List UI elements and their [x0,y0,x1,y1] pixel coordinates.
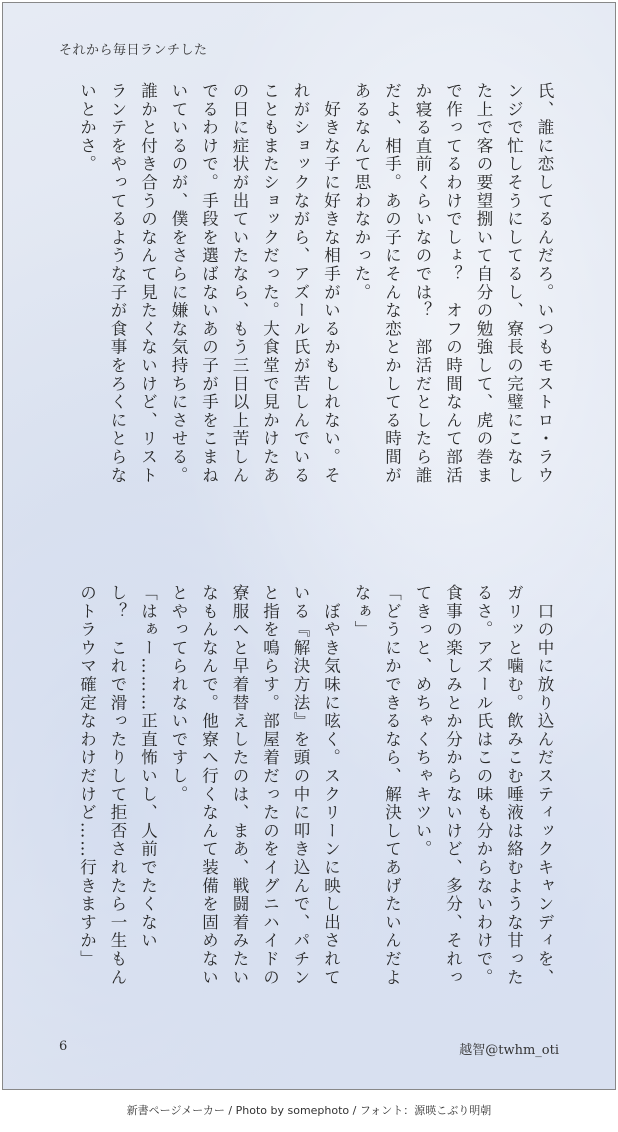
text-line: 好きな子に好きな相手がいるかもしれない。そ [321,82,341,485]
text-line: で作ってるわけでしょ？ オフの時間なんて部活 [443,82,463,485]
text-line: た上で客の要望捌いて自分の勉強して、虎の巻ま [474,82,493,485]
text-line: 寮服へと早着替えしたのは、まあ、戦闘着みたい [230,584,249,987]
text-line: 口の中に放り込んだスティックキャンディを、 [535,584,554,987]
text-line: れがショックながら、アズール氏が苦しんでいる [291,82,310,485]
text-line: あるなんて思わなかった。 [352,82,371,302]
body-text-top [71,82,559,522]
text-line: ランテをやってるような子が食事をろくにとらな [108,82,127,485]
text-line: だよ、相手。あの子にそんな恋とかしてる時間が [382,82,402,485]
text-line: ンジで忙しそうにしてるし、寮長の完璧にこなし [504,82,524,485]
text-line: 誰かと付き合うのなんて見たくないけど、リスト [138,82,158,485]
page-header-title: それから毎日ランチした [59,43,208,58]
text-line: いているのが、僕をさらに嫌な気持ちにさせる。 [169,82,188,485]
text-line: の日に症状が出ていたなら、もう三日以上苦しん [230,82,249,485]
text-line: 氏、誰に恋してるんだろ。いつもモストロ・ラウ [535,82,554,485]
text-line: か寝る直前くらいなのでは？ 部活だとしたら誰 [413,82,432,485]
text-line: ガリッと噛む。飲みこむ唾液は絡むような甘った [504,584,524,987]
text-line: と指を鳴らす。部屋着だったのをイグニハイドの [260,584,280,987]
text-line: 食事の楽しみとか分からないけど、多分、それっ [443,584,463,987]
text-line: のトラウマ確定なわけだけど……行きますか」 [77,584,97,969]
author-credit: 越智@twhm_oti [459,1043,559,1058]
text-line: とやってられないですし。 [169,584,188,804]
text-line: いとかさ。 [77,82,97,174]
text-line: てきっと、めちゃくちゃキツい。 [413,584,432,859]
body-text-bottom [71,584,559,1024]
novel-page [2,2,616,1090]
generator-credit: 新書ページメーカー / Photo by somephoto / フォント：源暎こぶり明朝 [126,1104,492,1117]
text-line: るさ。アズール氏はこの味も分からないわけで。 [474,584,493,987]
text-line: いる『解決方法』を頭の中に叩き込んで、パチン [291,584,310,987]
page-number: 6 [59,1039,68,1054]
text-line: 「はぁー………正直怖いし、人前でたくない [138,584,158,950]
text-line: 「どうにかできるなら、解決してあげたいんだよ [382,584,402,987]
text-line: ぼやき気味に呟く。スクリーンに映し出されて [321,584,341,987]
text-line: でるわけで。手段を選ばないあの子が手をこまね [199,82,219,485]
text-line: し？ これで滑ったりして拒否されたら一生もん [108,584,127,987]
text-line: こともまたショックだった。大食堂で見かけたあ [260,82,280,485]
text-line: なぁ」 [352,584,371,639]
text-line: なもんなんで。他寮へ行くなんて装備を固めない [199,584,219,987]
